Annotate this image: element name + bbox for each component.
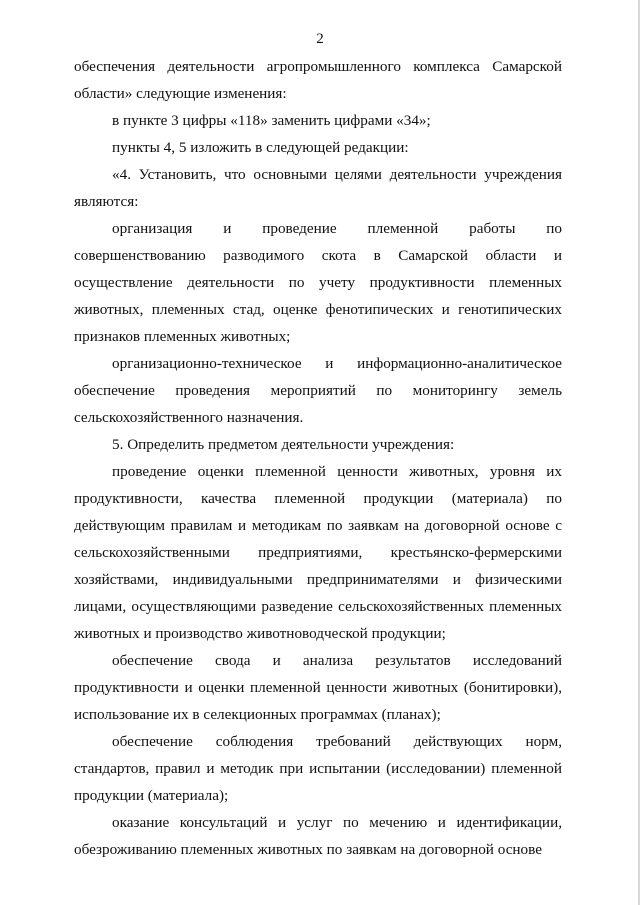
paragraph-activity-compliance: обеспечение соблюдения требований действующих норм, стандартов, правил и методик при испытании (исследовании) племенной продукции (материала); — [74, 733, 562, 804]
paragraph-activity-consulting: оказание консультаций и услуг по мечению и идентификации, обезроживанию племенных животных по заявкам на договорной основе — [74, 814, 562, 858]
paragraph-activity-evaluation: проведение оценки племенной ценности животных, уровня их продуктивности, качества племенной продукции (материала) по действующим правилам и методикам по заявкам на договорной основе с сельскохозяйственными предприятиями, крестьянско-фермерскими хозяйствами, индивидуальными предпринимателями и физическими лицами, осуществляющими разведение сельскохозяйственных племенных животных и производство животноводческой продукции; — [74, 463, 562, 642]
paragraph-goal-monitoring: организационно-техническое и информационно-аналитическое обеспечение проведения мероприятий по мониторингу земель сельскохозяйственного назначения. — [74, 355, 562, 426]
paragraph-goal-breeding: организация и проведение племенной работы по совершенствованию разводимого скота в Самарской области и осуществление деятельности по учету продуктивности племенных животных, племенных стад, оценке фенотипических и генотипических признаков племенных животных; — [74, 220, 562, 345]
page-number: 2 — [316, 31, 324, 47]
paragraph-intro-continuation: обеспечения деятельности агропромышленного комплекса Самарской области» следующие изменения: — [74, 58, 562, 102]
paragraph-section-5-heading: 5. Определить предметом деятельности учреждения: — [112, 436, 455, 453]
document-body — [74, 53, 562, 863]
paragraph-item-point-3: в пункте 3 цифры «118» заменить цифрами «34»; — [112, 112, 431, 129]
paragraph-section-4-heading: «4. Установить, что основными целями деятельности учреждения являются: — [74, 166, 562, 210]
paragraph-activity-analysis: обеспечение свода и анализа результатов исследований продуктивности и оценки племенной ценности животных (бонитировки), использование их в селекционных программах (планах); — [74, 652, 562, 723]
paragraph-points-4-5: пункты 4, 5 изложить в следующей редакции: — [112, 139, 409, 156]
